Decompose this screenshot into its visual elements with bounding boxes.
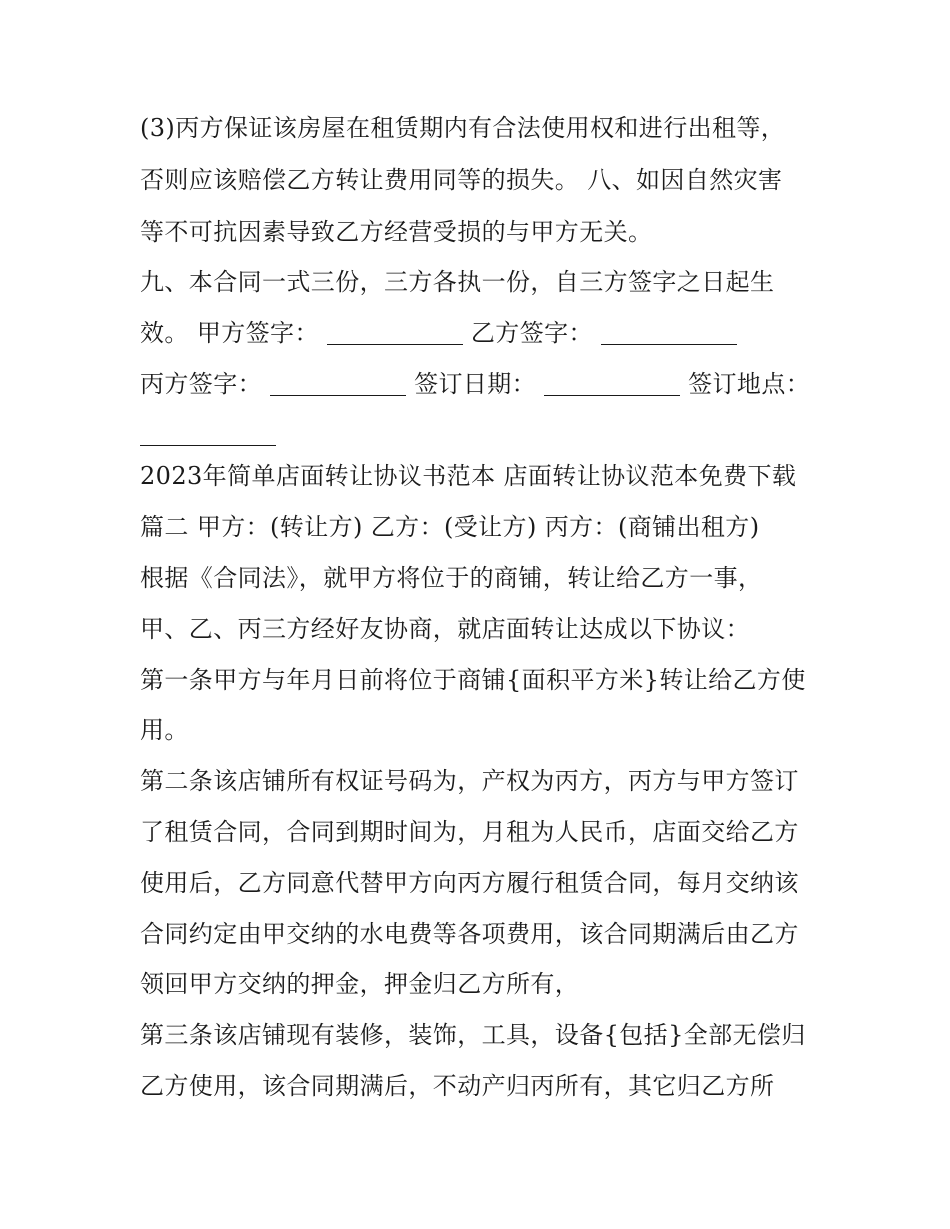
paragraph-line: 根据《合同法》，就甲方将位于的商铺，转让给乙方一事， xyxy=(140,564,763,592)
party-c-signature-label: 丙方签字： xyxy=(140,370,262,398)
paragraph-line: 甲、乙、丙三方经好友协商，就店面转让达成以下协议： xyxy=(140,615,750,643)
paragraph-line: 第二条该店铺所有权证号码为，产权为丙方，丙方与甲方签订 xyxy=(140,767,799,795)
party-b-signature-label: 乙方签字： xyxy=(470,319,593,347)
party-b-signature-blank[interactable] xyxy=(601,322,737,345)
paragraph-line: 使用后，乙方同意代替甲方向丙方履行租赁合同，每月交纳该 xyxy=(140,869,799,897)
section-title-line: 2023年简单店面转让协议书范本 店面转让协议范本免费下载 xyxy=(140,462,797,490)
party-c-signature-blank[interactable] xyxy=(270,373,406,396)
party-a-signature-blank[interactable] xyxy=(327,322,463,345)
sign-place-label: 签订地点： xyxy=(688,370,811,398)
parties-line: 篇二 甲方：(转让方) 乙方：(受让方) 丙方：(商铺出租方) xyxy=(140,513,760,541)
party-a-signature-label: 甲方签字： xyxy=(196,319,319,347)
signature-line-1 xyxy=(140,313,820,353)
sign-place-blank-line xyxy=(140,414,820,454)
signature-line-2 xyxy=(140,364,820,404)
paragraph-line: 第三条该店铺现有装修，装饰，工具，设备{包括}全部无偿归 xyxy=(140,1021,806,1049)
paragraph-line: (3)丙方保证该房屋在租赁期内有合法使用权和进行出租等， xyxy=(140,114,786,142)
paragraph-line: 合同约定由甲交纳的水电费等各项费用，该合同期满后由乙方 xyxy=(140,920,799,948)
paragraph-line: 第一条甲方与年月日前将位于商铺{面积平方米}转让给乙方使 xyxy=(140,666,806,694)
sign-place-blank[interactable] xyxy=(140,423,276,446)
paragraph-line: 等不可抗因素导致乙方经营受损的与甲方无关。 xyxy=(140,218,653,246)
paragraph-line: 用。 xyxy=(140,716,189,744)
paragraph-line: 乙方使用，该合同期满后，不动产归丙所有，其它归乙方所 xyxy=(140,1072,775,1100)
paragraph-line: 九、本合同一式三份，三方各执一份，自三方签字之日起生 xyxy=(140,268,775,296)
paragraph-line: 领回甲方交纳的押金，押金归乙方所有， xyxy=(140,970,580,998)
sign-date-label: 签订日期： xyxy=(414,370,537,398)
sign-date-blank[interactable] xyxy=(544,373,680,396)
sig-prefix: 效。 xyxy=(140,319,189,347)
paragraph-line: 了租赁合同，合同到期时间为，月租为人民币，店面交给乙方 xyxy=(140,818,799,846)
paragraph-line: 否则应该赔偿乙方转让费用同等的损失。 八、如因自然灾害 xyxy=(140,166,783,194)
